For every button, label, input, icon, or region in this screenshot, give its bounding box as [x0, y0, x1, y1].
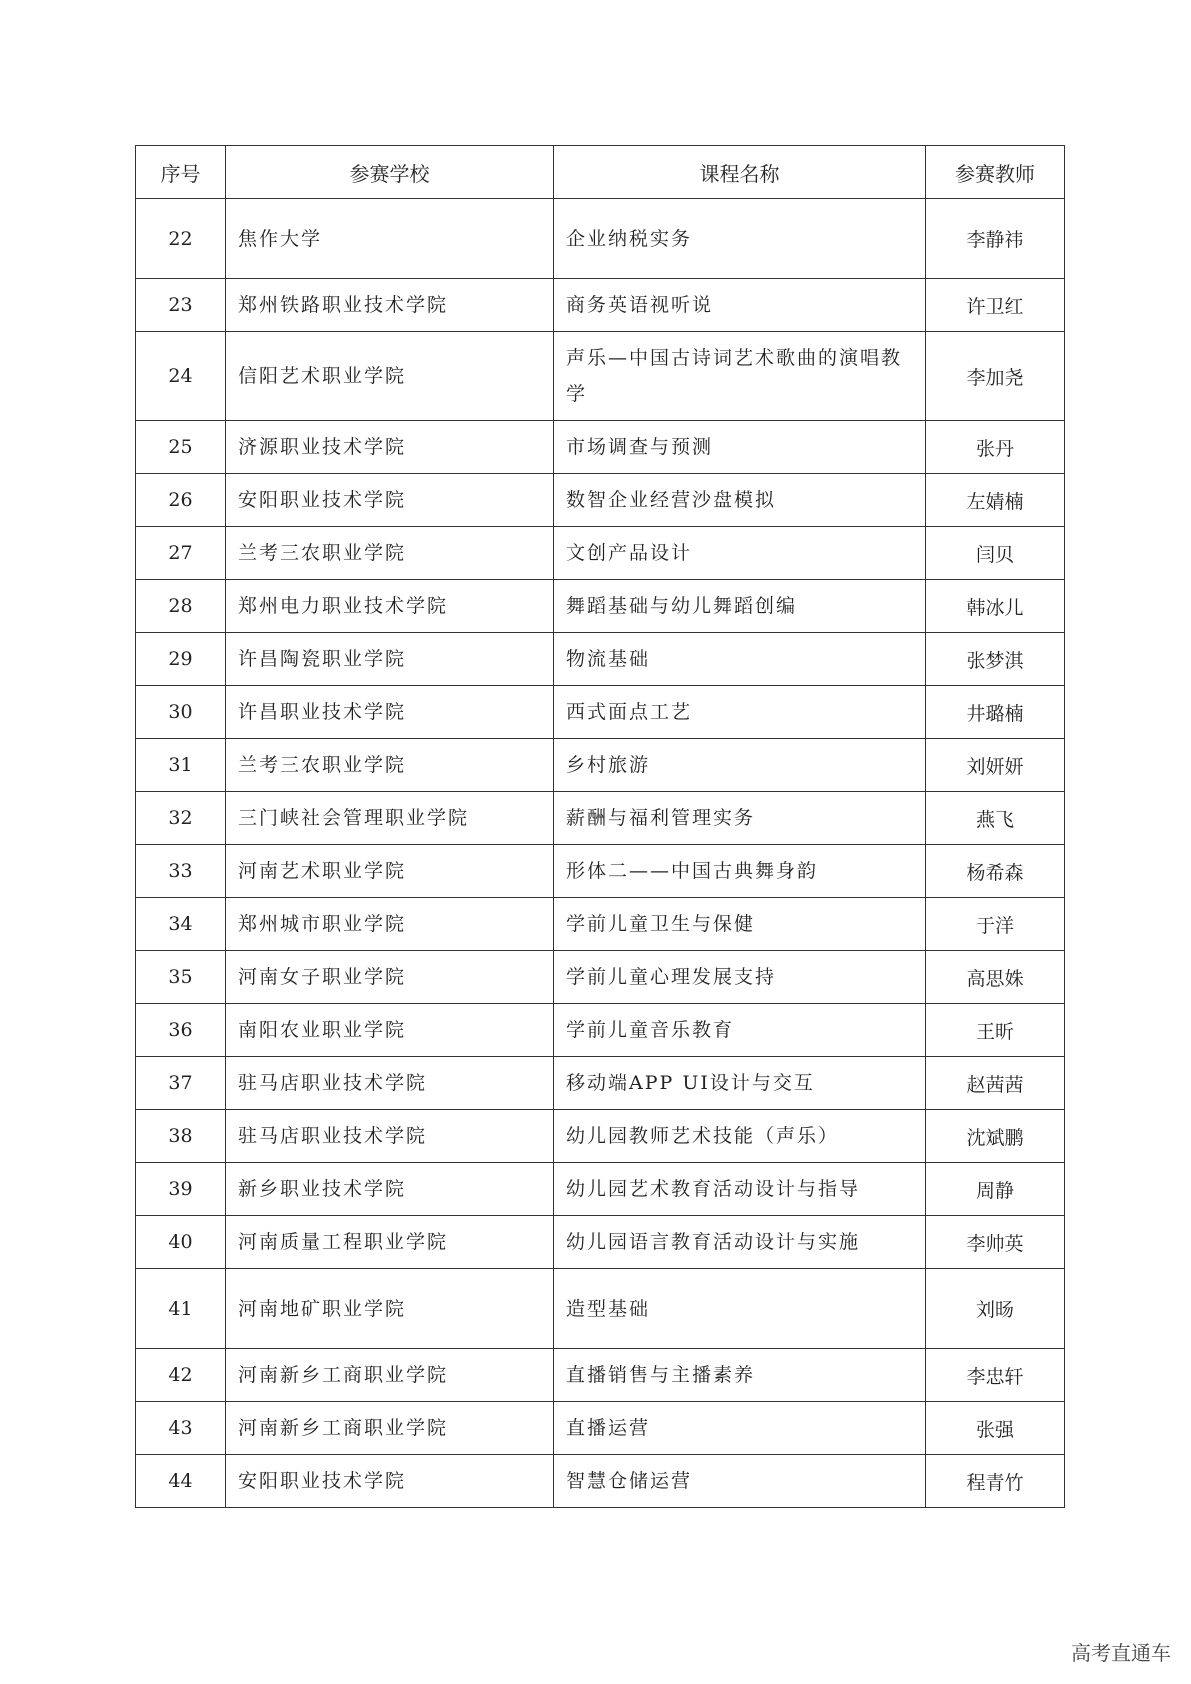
- row-course-text: 幼儿园教师艺术技能（声乐）: [566, 1125, 840, 1147]
- row-number: [136, 1004, 226, 1057]
- row-course-text: 形体二——中国古典舞身韵: [566, 860, 819, 882]
- row-school: [226, 1349, 554, 1402]
- row-course: [554, 845, 926, 898]
- row-course-text: 舞蹈基础与幼儿舞蹈创编: [566, 595, 798, 617]
- table-row: [136, 1402, 1065, 1455]
- row-teacher: [926, 1455, 1065, 1508]
- row-course: [554, 1455, 926, 1508]
- row-course-text: 市场调查与预测: [566, 436, 714, 458]
- row-number: [136, 1057, 226, 1110]
- row-teacher-text: 燕飞: [975, 808, 1014, 831]
- row-school-text: 驻马店职业技术学院: [238, 1072, 428, 1094]
- row-teacher: [926, 421, 1065, 474]
- row-teacher-text: 张强: [975, 1418, 1014, 1441]
- row-number: [136, 421, 226, 474]
- row-school: [226, 1057, 554, 1110]
- row-school-text: 郑州电力职业技术学院: [238, 595, 449, 617]
- row-course-text: 数智企业经营沙盘模拟: [566, 489, 777, 511]
- table-row: [136, 474, 1065, 527]
- row-teacher: [926, 792, 1065, 845]
- row-school: [226, 421, 554, 474]
- table-row: [136, 279, 1065, 332]
- row-course: [554, 1004, 926, 1057]
- row-school-text: 河南质量工程职业学院: [238, 1231, 449, 1253]
- row-teacher: [926, 633, 1065, 686]
- row-school: [226, 1269, 554, 1349]
- row-number: [136, 332, 226, 421]
- row-school-text: 河南艺术职业学院: [238, 860, 407, 882]
- row-course-text: 西式面点工艺: [566, 701, 693, 723]
- row-course-text: 幼儿园语言教育活动设计与实施: [566, 1231, 861, 1253]
- row-school-text: 焦作大学: [238, 227, 323, 250]
- row-course-text: 企业纳税实务: [566, 227, 693, 250]
- row-number-text: 44: [168, 1470, 193, 1492]
- row-number: [136, 845, 226, 898]
- row-school: [226, 1163, 554, 1216]
- row-teacher-text: 李忠轩: [966, 1365, 1024, 1388]
- table-row: [136, 332, 1065, 421]
- row-course: [554, 199, 926, 279]
- row-teacher: [926, 898, 1065, 951]
- row-number-text: 31: [168, 754, 193, 776]
- table-row: [136, 951, 1065, 1004]
- row-number: [136, 1402, 226, 1455]
- row-number-text: 41: [168, 1297, 193, 1320]
- header-school: 参赛学校: [226, 146, 554, 199]
- header-number: 序号: [136, 146, 226, 199]
- row-teacher: [926, 1163, 1065, 1216]
- table-row: [136, 1163, 1065, 1216]
- row-school-text: 许昌陶瓷职业学院: [238, 648, 407, 670]
- row-number-text: 28: [168, 595, 193, 617]
- table-row: [136, 580, 1065, 633]
- row-school-text: 河南女子职业学院: [238, 966, 407, 988]
- row-course: [554, 474, 926, 527]
- row-number: [136, 1269, 226, 1349]
- row-teacher: [926, 474, 1065, 527]
- row-number: [136, 739, 226, 792]
- row-number: [136, 527, 226, 580]
- row-school-text: 河南新乡工商职业学院: [238, 1364, 449, 1386]
- row-teacher: [926, 1269, 1065, 1349]
- row-school-text: 安阳职业技术学院: [238, 1470, 407, 1492]
- row-teacher-text: 程青竹: [966, 1471, 1024, 1494]
- row-course: [554, 1349, 926, 1402]
- row-course: [554, 1269, 926, 1349]
- row-school: [226, 474, 554, 527]
- row-course-text: 学前儿童卫生与保健: [566, 913, 756, 935]
- row-number-text: 27: [168, 542, 193, 564]
- competition-table: [135, 145, 1065, 1508]
- row-teacher-text: 许卫红: [966, 295, 1024, 318]
- row-course: [554, 633, 926, 686]
- row-teacher: [926, 686, 1065, 739]
- watermark-text: 高考直通车: [1071, 1641, 1171, 1665]
- row-school: [226, 1110, 554, 1163]
- row-teacher: [926, 739, 1065, 792]
- row-course: [554, 686, 926, 739]
- row-teacher: [926, 332, 1065, 421]
- row-number: [136, 580, 226, 633]
- row-school-text: 郑州铁路职业技术学院: [238, 294, 449, 316]
- row-number: [136, 951, 226, 1004]
- row-teacher-text: 王昕: [975, 1020, 1014, 1043]
- row-teacher-text: 刘妍妍: [966, 755, 1024, 778]
- row-number-text: 30: [168, 701, 193, 723]
- table-row: [136, 792, 1065, 845]
- row-school: [226, 199, 554, 279]
- row-school-text: 河南地矿职业学院: [238, 1297, 407, 1320]
- row-school: [226, 580, 554, 633]
- table-row: [136, 421, 1065, 474]
- row-teacher: [926, 1057, 1065, 1110]
- row-course-text: 直播销售与主播素养: [566, 1364, 756, 1386]
- row-teacher-text: 李加尧: [966, 366, 1024, 389]
- row-number: [136, 633, 226, 686]
- row-teacher-text: 李静祎: [966, 229, 1024, 251]
- table-row: [136, 633, 1065, 686]
- row-teacher: [926, 279, 1065, 332]
- table-row: [136, 1057, 1065, 1110]
- row-school-text: 信阳艺术职业学院: [238, 365, 407, 387]
- row-course-text: 学前儿童心理发展支持: [566, 966, 777, 988]
- row-school: [226, 527, 554, 580]
- row-number-text: 32: [168, 807, 193, 829]
- row-school-text: 驻马店职业技术学院: [238, 1125, 428, 1147]
- row-course-text: 幼儿园艺术教育活动设计与指导: [566, 1178, 861, 1200]
- row-teacher: [926, 1402, 1065, 1455]
- row-school-text: 安阳职业技术学院: [238, 489, 407, 511]
- row-teacher-text: 左婧楠: [966, 490, 1024, 513]
- row-course-text: 智慧仓储运营: [566, 1470, 693, 1492]
- row-course-text: 乡村旅游: [566, 754, 651, 776]
- row-course-text: 商务英语视听说: [566, 294, 714, 316]
- table-row: [136, 1216, 1065, 1269]
- table-row: [136, 1269, 1065, 1349]
- row-number: [136, 474, 226, 527]
- row-number: [136, 1455, 226, 1508]
- row-number: [136, 1349, 226, 1402]
- row-number-text: 22: [168, 227, 193, 250]
- row-number: [136, 898, 226, 951]
- row-course: [554, 1057, 926, 1110]
- row-course: [554, 1216, 926, 1269]
- row-school-text: 河南新乡工商职业学院: [238, 1417, 449, 1439]
- row-school: [226, 1402, 554, 1455]
- row-teacher-text: 韩冰儿: [966, 596, 1024, 619]
- row-number: [136, 1110, 226, 1163]
- row-school-text: 兰考三农职业学院: [238, 754, 407, 776]
- row-school: [226, 1216, 554, 1269]
- row-teacher-text: 张丹: [975, 437, 1014, 460]
- row-course: [554, 527, 926, 580]
- row-course-text: 文创产品设计: [566, 542, 693, 564]
- row-school: [226, 898, 554, 951]
- row-number-text: 35: [168, 966, 193, 988]
- row-number-text: 40: [168, 1231, 193, 1253]
- row-course: [554, 1163, 926, 1216]
- row-course-text: 薪酬与福利管理实务: [566, 807, 756, 829]
- row-number-text: 38: [168, 1125, 193, 1147]
- row-school: [226, 792, 554, 845]
- row-teacher-text: 刘旸: [975, 1299, 1014, 1321]
- table-row: [136, 739, 1065, 792]
- row-teacher: [926, 580, 1065, 633]
- row-number-text: 42: [168, 1364, 193, 1386]
- row-number-text: 33: [168, 860, 193, 882]
- row-teacher: [926, 1216, 1065, 1269]
- row-number: [136, 199, 226, 279]
- header-course: 课程名称: [554, 146, 926, 199]
- row-school: [226, 951, 554, 1004]
- row-number: [136, 1163, 226, 1216]
- row-course: [554, 739, 926, 792]
- row-number-text: 29: [168, 648, 193, 670]
- row-teacher-text: 沈斌鹏: [966, 1126, 1024, 1149]
- row-teacher-text: 张梦淇: [966, 649, 1024, 672]
- table-row: [136, 199, 1065, 279]
- row-course-text: 直播运营: [566, 1417, 651, 1439]
- table-row: [136, 845, 1065, 898]
- row-course: [554, 1402, 926, 1455]
- row-number-text: 24: [168, 365, 193, 387]
- header-teacher: 参赛教师: [926, 146, 1065, 199]
- row-teacher-text: 井璐楠: [966, 702, 1024, 725]
- row-school: [226, 739, 554, 792]
- row-number: [136, 792, 226, 845]
- row-course-text: 声乐—中国古诗词艺术歌曲的演唱教学: [566, 347, 903, 405]
- row-school: [226, 686, 554, 739]
- table-row: [136, 1110, 1065, 1163]
- row-school: [226, 332, 554, 421]
- row-school-text: 南阳农业职业学院: [238, 1019, 407, 1041]
- row-school: [226, 845, 554, 898]
- row-teacher: [926, 1004, 1065, 1057]
- row-course: [554, 898, 926, 951]
- row-school-text: 许昌职业技术学院: [238, 701, 407, 723]
- row-number-text: 43: [168, 1417, 193, 1439]
- row-teacher-text: 周静: [975, 1179, 1014, 1202]
- row-teacher: [926, 1110, 1065, 1163]
- row-teacher-text: 杨希森: [966, 861, 1024, 884]
- row-school: [226, 1455, 554, 1508]
- row-course: [554, 1110, 926, 1163]
- row-number-text: 36: [168, 1019, 193, 1041]
- row-number-text: 34: [168, 913, 193, 935]
- row-teacher-text: 李帅英: [966, 1232, 1024, 1255]
- table-row: [136, 686, 1065, 739]
- table-row: [136, 1349, 1065, 1402]
- row-number-text: 39: [168, 1178, 193, 1200]
- row-course: [554, 580, 926, 633]
- row-school: [226, 1004, 554, 1057]
- row-school-text: 新乡职业技术学院: [238, 1178, 407, 1200]
- row-course: [554, 421, 926, 474]
- row-course: [554, 279, 926, 332]
- row-teacher: [926, 845, 1065, 898]
- row-teacher-text: 赵茜茜: [966, 1073, 1024, 1096]
- row-teacher: [926, 199, 1065, 279]
- row-school: [226, 633, 554, 686]
- row-number: [136, 686, 226, 739]
- row-number: [136, 1216, 226, 1269]
- table-row: [136, 1004, 1065, 1057]
- row-school-text: 济源职业技术学院: [238, 436, 407, 458]
- row-course-text: 移动端APP UI设计与交互: [566, 1072, 815, 1094]
- row-teacher-text: 闫贝: [975, 543, 1014, 566]
- row-course: [554, 951, 926, 1004]
- row-number-text: 23: [168, 294, 193, 316]
- row-course-text: 物流基础: [566, 648, 651, 670]
- row-number-text: 25: [168, 436, 193, 458]
- row-teacher: [926, 1349, 1065, 1402]
- row-number-text: 37: [168, 1072, 193, 1094]
- row-school: [226, 279, 554, 332]
- row-course: [554, 792, 926, 845]
- table-row: [136, 898, 1065, 951]
- row-teacher: [926, 527, 1065, 580]
- row-school-text: 三门峡社会管理职业学院: [238, 807, 470, 829]
- row-course-text: 造型基础: [566, 1297, 651, 1320]
- row-number: [136, 279, 226, 332]
- row-course: [554, 332, 926, 421]
- row-course-text: 学前儿童音乐教育: [566, 1019, 735, 1041]
- row-teacher: [926, 951, 1065, 1004]
- row-school-text: 兰考三农职业学院: [238, 542, 407, 564]
- row-teacher-text: 于洋: [975, 914, 1014, 937]
- table-header-row: [136, 146, 1065, 199]
- row-number-text: 26: [168, 489, 193, 511]
- row-teacher-text: 高思姝: [966, 967, 1024, 990]
- table-row: [136, 527, 1065, 580]
- row-school-text: 郑州城市职业学院: [238, 913, 407, 935]
- table-row: [136, 1455, 1065, 1508]
